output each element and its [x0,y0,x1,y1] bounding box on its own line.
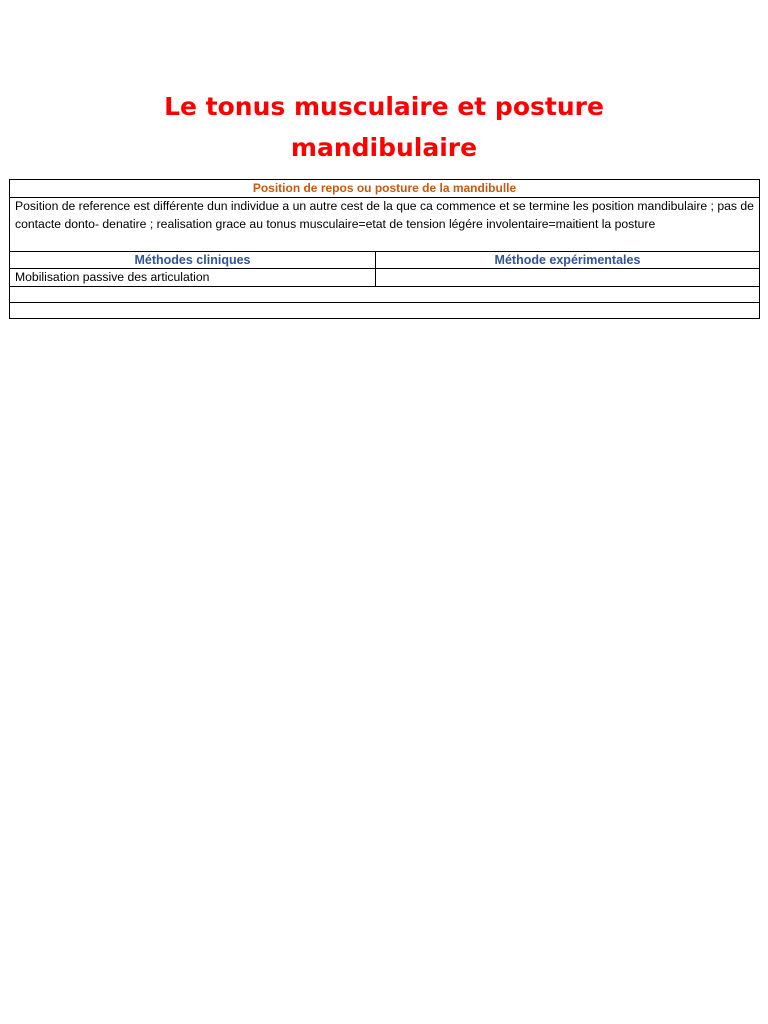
document-title-line-1: Le tonus musculaire et posture [164,92,604,121]
table-cell-experimental [376,269,760,287]
table-row [10,269,760,287]
empty-table-row [10,287,760,303]
empty-cell [10,287,760,303]
section-header: Position de repos ou posture de la mandibulle [10,180,760,198]
column-header-clinical: Méthodes cliniques [10,252,376,269]
table-cell-clinical: Mobilisation passive des articulation [10,269,376,287]
empty-cell [10,303,760,319]
section-header-row [10,180,760,198]
description-text: Position de reference est différente dun individue a un autre cest de la que ca commence et se termine les position mandibulaire ; pas de contacte donto- denatire ; realisation grace au tonus musculaire=etat de tension légére involentaire=maitient la posture [10,198,760,252]
empty-table-row [10,303,760,319]
document-title-line-2: mandibulaire [290,133,478,162]
document-title [0,86,768,168]
description-row [10,198,760,252]
column-header-experimental: Méthode expérimentales [376,252,760,269]
methods-table [9,179,760,319]
column-header-row [10,252,760,269]
